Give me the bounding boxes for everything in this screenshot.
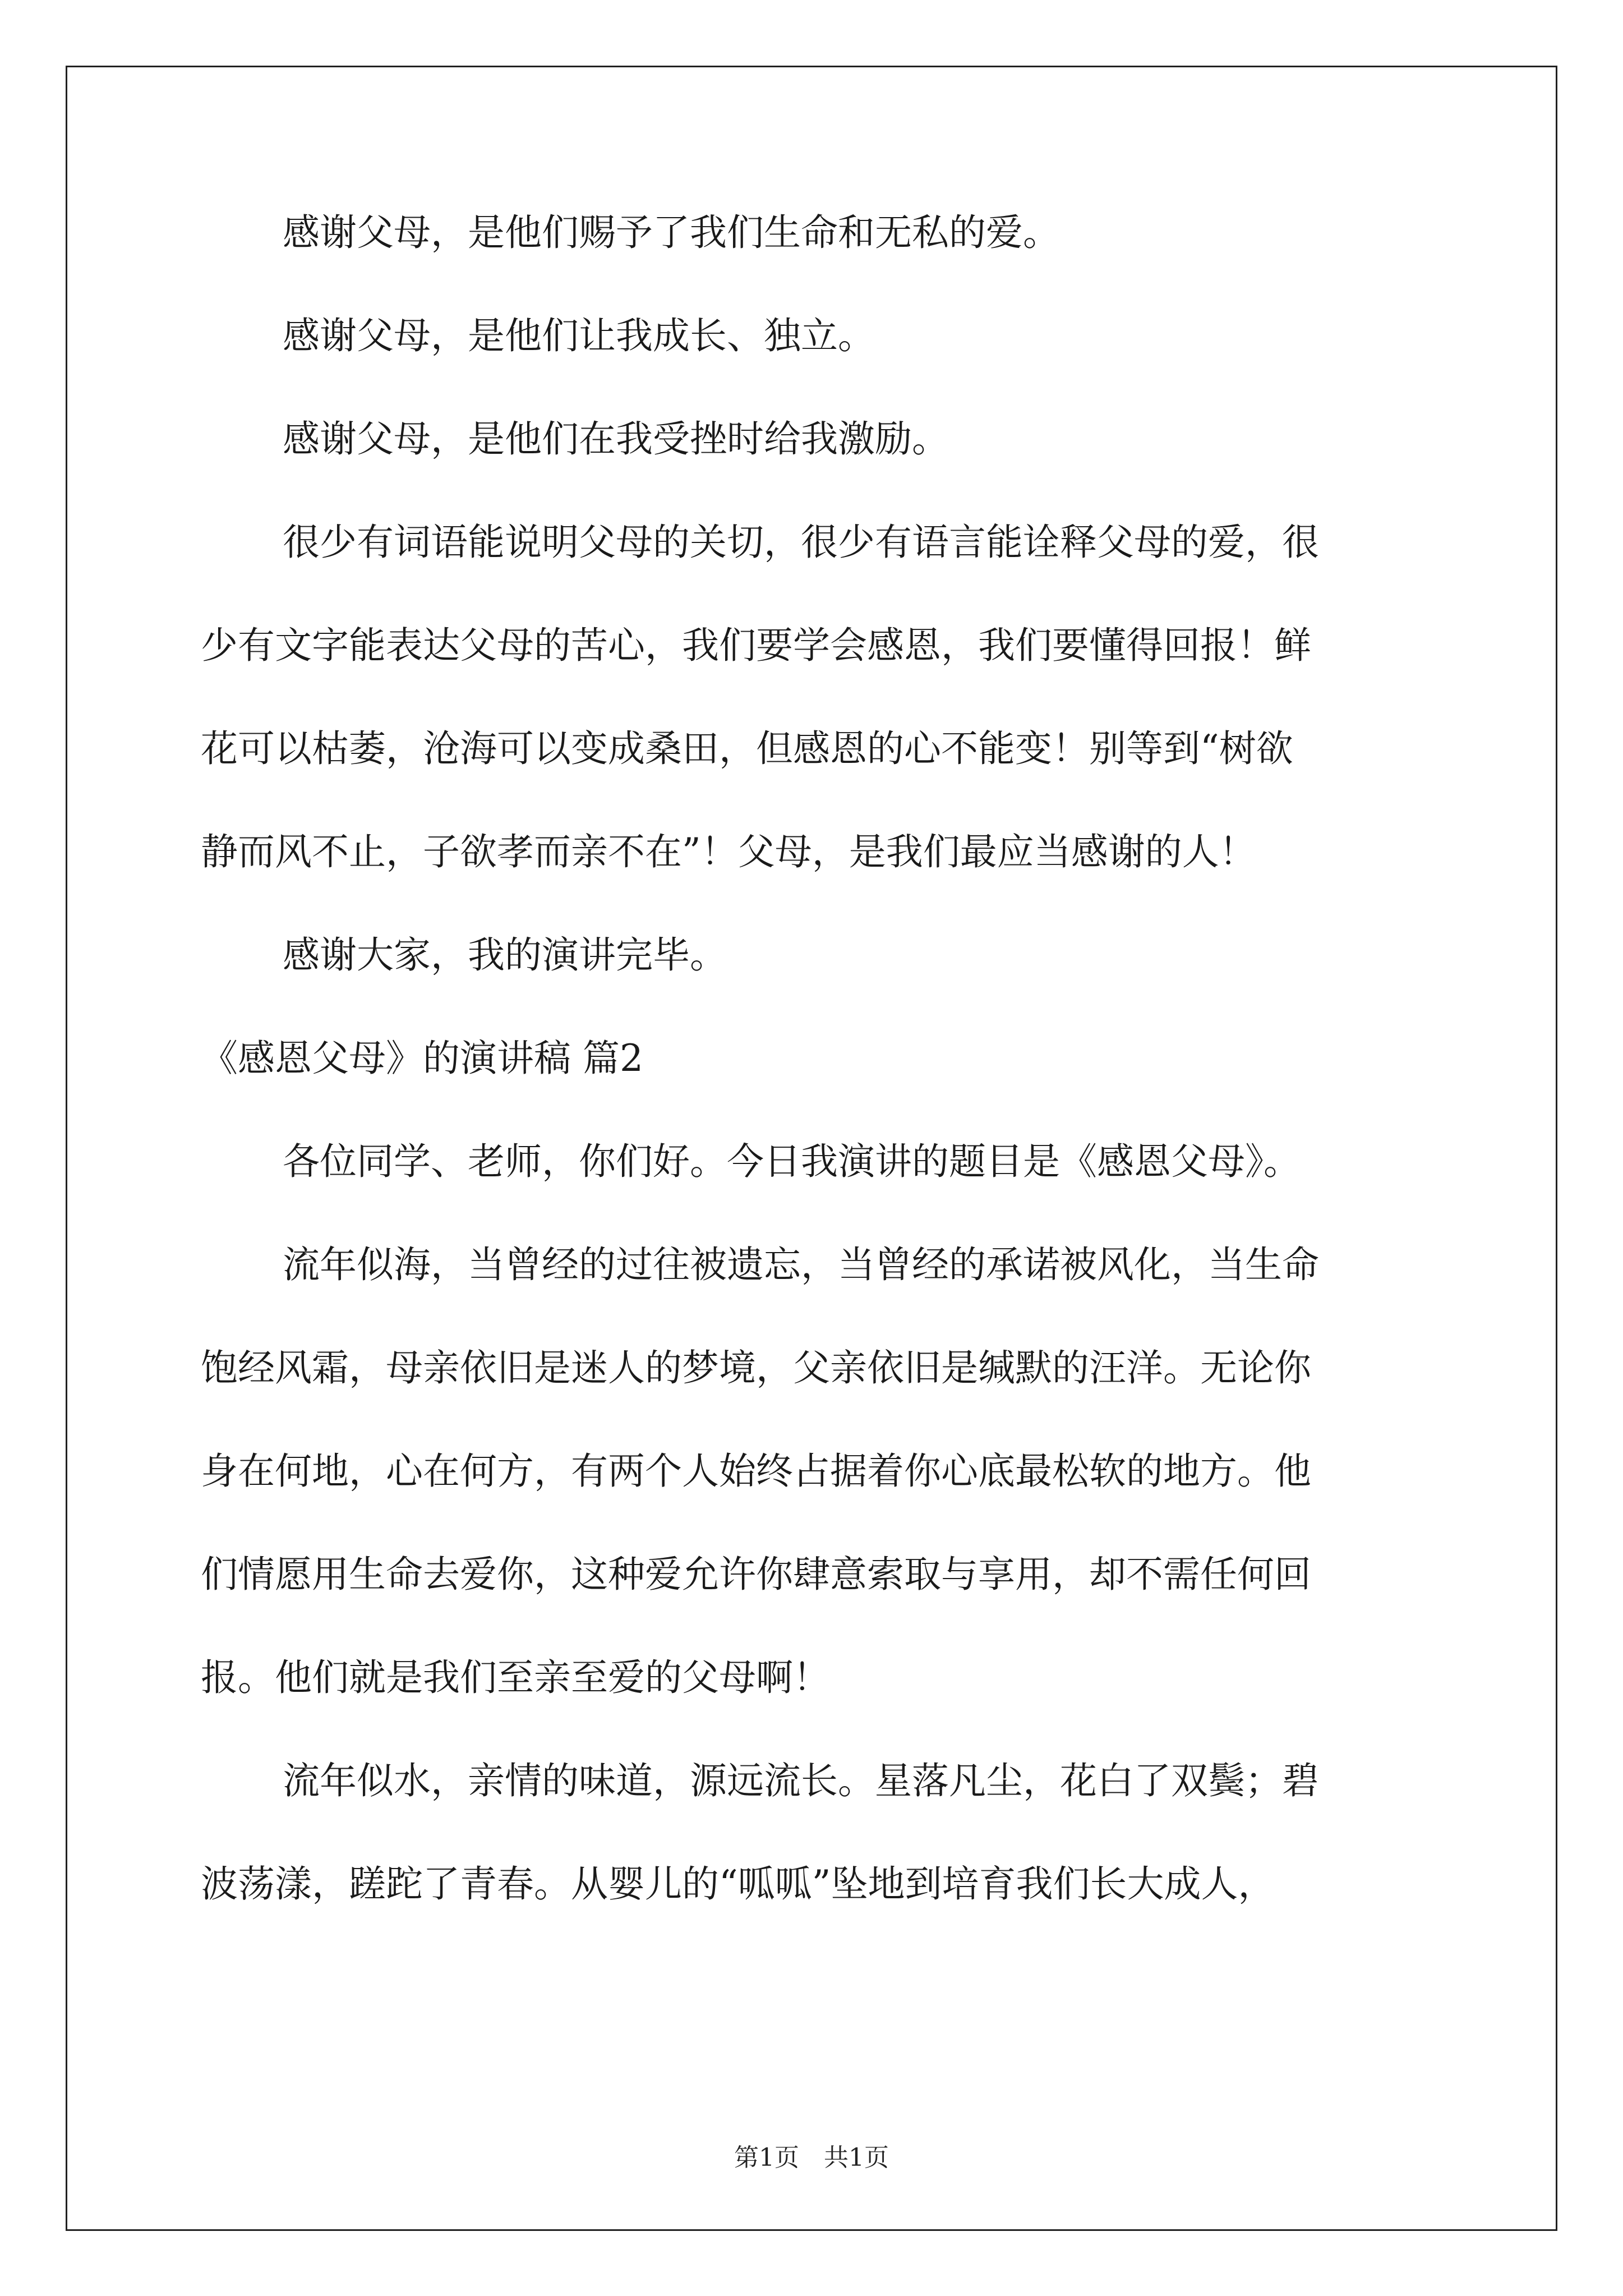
paragraph-line: 感谢父母，是他们在我受挫时给我激励。 [283,417,949,461]
paragraph-line: 花可以枯萎，沧海可以变成桑田，但感恩的心不能变！别等到“树欲 [201,727,1293,770]
paragraph-line: 饱经风霜，母亲依旧是迷人的梦境，父亲依旧是缄默的汪洋。无论你 [201,1346,1311,1389]
paragraph-line: 波荡漾，蹉跎了青春。从婴儿的“呱呱”坠地到培育我们长大成人， [201,1862,1275,1906]
paragraph-line: 感谢父母，是他们赐予了我们生命和无私的爱。 [283,211,1060,254]
paragraph-line: 各位同学、老师，你们好。今日我演讲的题目是《感恩父母》。 [283,1140,1301,1183]
paragraph-line: 流年似海，当曾经的过往被遗忘，当曾经的承诺被风化，当生命 [283,1243,1319,1286]
paragraph-line: 少有文字能表达父母的苦心，我们要学会感恩，我们要懂得回报！鲜 [201,624,1311,667]
paragraph-line: 感谢大家，我的演讲完毕。 [283,933,727,977]
paragraph-line: 很少有词语能说明父母的关切，很少有语言能诠释父母的爱，很 [283,521,1319,564]
page-footer: 第1页 共1页 [734,2143,889,2172]
paragraph-line: 流年似水，亲情的味道，源远流长。星落凡尘，花白了双鬓；碧 [283,1759,1319,1802]
paragraph-line: 静而风不止，子欲孝而亲不在”！父母，是我们最应当感谢的人！ [201,830,1256,873]
paragraph-line: 们情愿用生命去爱你，这种爱允许你肆意索取与享用，却不需任何回 [201,1553,1311,1596]
section-heading: 《感恩父母》的演讲稿 篇2 [201,1037,643,1080]
paragraph-line: 感谢父母，是他们让我成长、独立。 [283,314,875,357]
paragraph-line: 身在何地，心在何方，有两个人始终占据着你心底最松软的地方。他 [201,1450,1311,1493]
paragraph-line: 报。他们就是我们至亲至爱的父母啊！ [201,1656,830,1699]
